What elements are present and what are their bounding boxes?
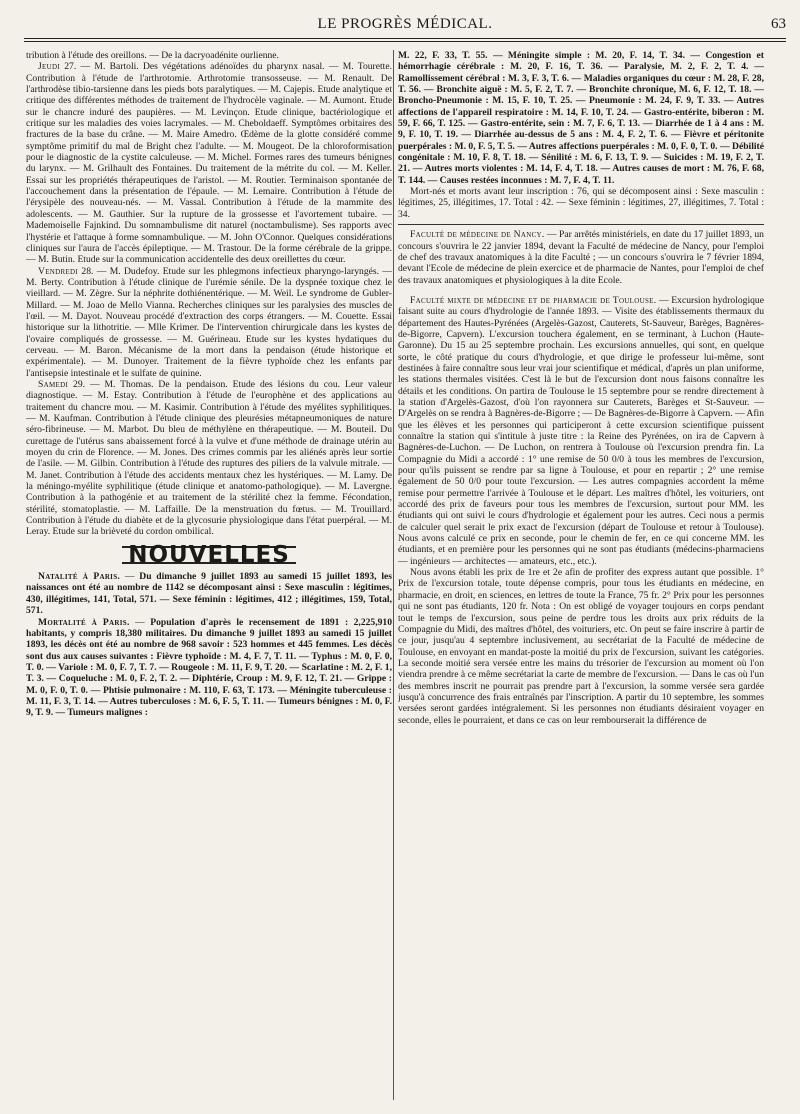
- page-number: 63: [771, 16, 786, 32]
- paragraph-mortalite-text: Population d'après le recensement de 1891 : 2,225,910 habitants, y compris 18,380 militaires. Du dimanche 9 juillet 1893 au samedi 15 juillet 1893, les décès ont été au nombre de 968 savoir : 523 hommes et 445 femmes. Les décès sont dus aux causes suivantes : Fièvre typhoïde : M. 4, F. 7, T. 11. — Typhus : M. 0, F. 0, T. 0. — Variole : M. 0, F. 7, T. 7. — Rougeole : M. 11, F. 9, T. 20. — Scarlatine : M. 2, F. 1, T. 3. — Coqueluche : M. 0, F. 2, T. 2. — Diphtérie, Croup : M. 9, F. 12, T. 21. — Grippe : M. 0, F. 0, T. 0. — Phtisie pulmonaire : M. 110, F. 63, T. 173. — Méningite tuberculeuse : M. 11, F. 3, T. 14. — Autres tuberculoses : M. 6, F. 5, T. 11. — Tumeurs bénignes : M. 0, F. 9, T. 9. — Tumeurs malignes :: [26, 616, 392, 719]
- paragraph-prix-excursion: Nous avons établi les prix de 1re et 2e afin de profiter des express autant que possible. 1° Prix de l'excursion totale, toute dépense compris, pour tous les étudiants en médecine, en pharmacie, en droit, en sciences, en lettres de toute la France, 75 fr. 2° Prix pour les personnes qui ne sont pas étudiants, 120 fr. Nota : On est obligé de voyager toujours en corps pendant tout le temps de l'excursion, sous peine de perdre tous les droits aux prix réduits de la Compagnie du Midi, des maîtres d'hôtel, des voituriers, etc. On peut se faire inscrire à partir de ce jour, jusqu'au 4 septembre inclusivement, au secrétariat de la Faculté de médecine de Toulouse, en envoyant en mandat-poste la moitié du prix de l'excursion, suivant les catégories. La seconde moitié sera versée entre les mains du trésorier de l'excursion au moment où l'on viendra prendre à ce même secrétariat la carte de membre de l'excursion. — Dans le cas où l'un des membres inscrit ne pourrait pas prendre part à l'excursion, la somme versée sera gardée jusqu'à concurrence des frais entraînés par l'inscription. A partir du 10 septembre, les sommes versées seront gardées intégralement. Si les personnes non étudiants désiraient voyager en seconde, elles le pourraient, et dans ce cas on leur rembourserait la différence de: [398, 567, 764, 726]
- section-heading-block: [26, 541, 392, 568]
- faculte-toulouse-heading: Faculté mixte de médecine et de pharmacie de Toulouse.: [410, 294, 657, 306]
- day-label-vendredi: Vendredi: [38, 265, 79, 277]
- right-column: [398, 50, 764, 1108]
- divider-rule: [398, 224, 764, 225]
- running-title: LE PROGRÈS MÉDICAL.: [317, 16, 493, 32]
- header-rule: [24, 38, 786, 42]
- paragraph-faculte-nancy: [398, 229, 764, 286]
- paragraph-natalite-text: Du dimanche 9 juillet 1893 au samedi 15 juillet 1893, les naissances ont été au nombre de 1142 se décomposant ainsi : Sexe masculin : légitimes, 430, illégitimes, 141, Total, 571. — Sexe féminin : légitimes, 412 ; illégitimes, 159, Total, 571.: [26, 571, 392, 617]
- left-column: [26, 50, 392, 1108]
- column-divider: [393, 50, 394, 1100]
- paragraph-samedi-text: 29. — M. Thomas. De la pendaison. Etude des lésions du cou. Leur valeur diagnostique. — M. Estay. Contribution à l'étude de l'europhène et des applications au traitement du chancre mou. — M. Kasimir. Contribution à l'étude des myélites syphilitiques. — M. Kaufman. Contribution à l'étude clinique des pleurésies métapneumoniques de nature séro-fibrineuse. — M. Marbot. Du bleu de méthylène en thérapeutique. — M. Bouteil. Du curettage de l'utérus sans abaissement forcé à la vulve et d'une méthode de drainage utérin au moyen du crin de Florence. — M. Jones. Des crimes commis par les aliénés après leur sortie de l'asile. — M. Gilbin. Contribution à l'étude des ruptures des piliers de la valvule mitrale. — M. Janet. Contribution à l'étude des accidents mentaux chez les hystériques. — M. Lamy. De la méningo-myélite syphilitique (étude clinique et anatomo-pathologique). — M. Lavergne. Contribution à la pathogénie et au traitement de la stérilité chez la femme. Fécondation, stérilité, stomatoplastie. — M. Laffaille. De la menstruation du fœtus. — M. Trouillard. Contribution à l'étude du diabète et de la glycosurie physiologique dans l'état puerpéral. — M. Leray. Etude sur la brièveté du cordon ombilical.: [26, 378, 392, 538]
- paragraph-jeudi: [26, 61, 392, 265]
- mortalite-heading: Mortalité à Paris.: [38, 616, 130, 628]
- page-header: [24, 14, 786, 36]
- spacer: [398, 286, 764, 295]
- day-label-jeudi: Jeudi: [38, 61, 60, 73]
- paragraph-mortalite: Mortalité à Paris. — Population d'après le recensement de 1891 : 2,225,910 habitants, y compris 18,380 militaires. Du dimanche 9 juillet 1893 au samedi 15 juillet 1893, les décès ont été au nombre de 968 savoir : 523 hommes et 445 femmes. Les décès sont dus aux causes suivantes : Fièvre typhoïde : M. 4, F. 7, T. 11. — Typhus : M. 0, F. 0, T. 0. — Variole : M. 0, F. 7, T. 7. — Rougeole : M. 11, F. 9, T. 20. — Scarlatine : M. 2, F. 1, T. 3. — Coqueluche : M. 0, F. 2, T. 2. — Diphtérie, Croup : M. 9, F. 12, T. 21. — Grippe : M. 0, F. 0, T. 0. — Phtisie pulmonaire : M. 110, F. 63, T. 173. — Méningite tuberculeuse : M. 11, F. 3, T. 14. — Autres tuberculoses : M. 6, F. 5, T. 11. — Tumeurs bénignes : M. 0, F. 9, T. 9. — Tumeurs malignes :: [26, 616, 392, 719]
- paragraph-faculte-nancy-text: — Par arrêtés ministériels, en date du 17 juillet 1893, un concours s'ouvrira le 22 janvier 1894, devant la Faculté de médecine de Nancy, pour l'emploi de chef des travaux anatomiques à la dite Faculté ; — un concours s'ouvrira le 7 février 1894, devant l'Ecole de médecine de plein exercice et de pharmacie de Nantes, pour l'emploi de chef des travaux anatomiques et physiologiques à la dite Ecole.: [398, 229, 764, 286]
- paragraph-jeudi-text: 27. — M. Bartoli. Des végétations adénoïdes du pharynx nasal. — M. Tourette. Contribution à l'étude de l'arthrotomie. Arthrotomie transosseuse. — M. Renault. De l'arthrodèse tibio-tarsienne dans les pieds bots paralytiques. — M. Cajepis. Etude analytique et critique des différentes méthodes de traitement de l'hydrocèle vaginale. — M. Aumont. Etude sur le chancre induré des paupières. — M. Levinçon. Etude clinique, bactériologique et critique sur les maladies des voies lacrymales. — M. Cheboldaeff. Symptômes orbitaires des fractures de la base du crâne. — M. Maire Amedro. Œdème de la glotte considéré comme symptôme primitif du mal de Bright chez l'adulte. — M. Mougeot. De la chloroformisation pour le diagnostic de la cystite calculeuse. — M. Michel. Formes rares des tumeurs bénignes du larynx. — M. Grilhault des Fontaines. Du traitement de la métrite du col. — M. Keller. Essai sur les propriétés thérapeutiques de l'aristol. — M. Routier. Terminaison spontanée de l'accouchement dans la présentation de l'épaule. — M. Lemaire. Contribution à l'étude de l'érysipèle des nouveau-nés. — M. Vassal. Contribution à l'étude de la mammite des adolescents. — M. Gauthier. Sur la rupture de la grossesse et l'avortement tubaire. — Mademoiselle Fajnkind. Du somnambulisme dit naturel (noctambulisme). Ses rapports avec l'hystérie et l'attaque à forme somnambulique. — M. John O'Connor. Quelques considérations cliniques sur l'aura de l'accès épileptique. — M. Trastour. De la forme cérébrale de la grippe. — M. Butin. Etude sur la communication accidentelle des deux oreillettes du cœur.: [26, 61, 392, 266]
- paragraph-vendredi: [26, 266, 392, 379]
- paragraph-samedi: [26, 379, 392, 538]
- faculte-nancy-heading: Faculté de médecine de Nancy.: [410, 229, 545, 241]
- paragraph-natalite: Natalité à Paris. — Du dimanche 9 juillet 1893 au samedi 15 juillet 1893, les naissances ont été au nombre de 1142 se décomposant ainsi : Sexe masculin : légitimes, 430, illégitimes, 141, Total, 571. — Sexe féminin : légitimes, 412 ; illégitimes, 159, Total, 571.: [26, 571, 392, 617]
- paragraph-faculte-toulouse: [398, 295, 764, 567]
- day-label-samedi: Samedi: [38, 378, 69, 390]
- paragraph-mort-nes: Mort-nés et morts avant leur inscription : 76, qui se décomposent ainsi : Sexe masculin : légitimes, 25, illégitimes, 17. Total : 42. — Sexe féminin : légitimes, 27, illégitimes, 7. Total : 34.: [398, 186, 764, 220]
- paragraph-faculte-toulouse-text: — Excursion hydrologique faisant suite au cours d'hydrologie de l'année 1893. — Visite des établissements thermaux du département des Hautes-Pyrénées (Argelès-Gazost, Cauterets, St-Sauveur, Barèges, Bagnères-de-Bigorre, Capvern). L'excursion touchera également, en se terminant, à Luchon (Haute-Garonne). Du 15 au 25 septembre prochain. Les excursions annuelles, qui sont, en quelque sorte, le côté pratique du cours d'hydrologie, et que dirige le professeur lui-même, sont destinées à faire connaître sous leur vrai jour scientifique et médical, d'après un plan uniforme, les stations thermales visitées. C'est là le but de l'excursion dont nous faisons connaître les détails et les conditions. On partira de Toulouse le 15 septembre pour se rendre directement à la station d'Argelès-Gazost, d'où l'on rayonnera sur Cauterets, Barèges et St-Sauveur. — D'Argelès on se rendra à Bagnères-de-Bigorre ; — De Bagnères-de-Bigorre à Capvern. — Afin que les élèves et les personnes qui participeront à cette excursion scientifique puissent connaître la station qui s'intitule à juste titre : la Reine des Pyrénées, on ira de Capvern à Bagnères-de-Luchon. — De Luchon, on rentrera à Toulouse où l'excursion prendra fin. La Compagnie du Midi a accordé : 1° une remise de 50 0/0 à tous les membres de l'excursion, pour qu'ils puissent se rendre par sa ligne à Toulouse, et pour en repartir ; 2° une remise également de 50 0/0 pour toute l'excursion. — Les autres compagnies accordent la même remise pour permettre l'arrivée à Toulouse et le départ. Les maîtres d'hôtel, les voituriers, ont accordé des prix de faveurs pour tous les membres de l'excursion, surtout pour MM. les étudiants qui ont suivi le cours d'hydrologie et également pour les autres. Ceci nous a permis de calculer quel serait le prix exact de l'excursion (départ de Toulouse et retour à Toulouse). Nous avons calculé ce prix en seconde, pour le chemin de fer, en ce qui concerne MM. les étudiants, et en première pour les personnes qui ne sont pas étudiants (médecins-pharmaciens — ingénieurs — architectes — amateurs, etc., etc.).: [398, 294, 764, 567]
- natalite-heading: Natalité à Paris.: [38, 571, 121, 583]
- paragraph-oreillons: tribution à l'étude des oreillons. — De la dacryoadénite ourlienne.: [26, 50, 279, 61]
- section-heading-nouvelles: NOUVELLES: [122, 546, 296, 564]
- paragraph-causes-deces: M. 22, F. 33, T. 55. — Méningite simple : M. 20, F. 14, T. 34. — Congestion et hémorrhagie cérébrale : M. 20, F. 16, T. 36. — Paralysie, M. 2, F. 2, T. 4. — Ramollissement cérébral : M. 3, F. 3, T. 6. — Maladies organiques du cœur : M. 28, F. 28, T. 56. — Bronchite aiguë : M. 5, F. 2, T. 7. — Bronchite chronique, M. 6, F. 12, T. 18. — Broncho-Pneumonie : M. 15, F. 10, T. 25. — Pneumonie : M. 24, F. 9, T. 33. — Autres affections de l'appareil respiratoire : M. 14, F. 10, T. 24. — Gastro-entérite, biberon : M. 59, F. 66, T. 125. — Gastro-entérite, sein : M. 7, F. 6, T. 13. — Diarrhée de 1 à 4 ans : M. 9, F. 10, T. 19. — Diarrhée au-dessus de 5 ans : M. 4, F. 2, T. 6. — Fièvre et péritonite puerpérales : M. 0, F. 5, T. 5. — Autres affections puerpérales : M. 0, F. 0, T. 0. — Débilité congénitale : M. 10, F. 8, T. 18. — Sénilité : M. 6, F. 13, T. 9. — Suicides : M. 19, F. 2, T. 21. — Autres morts violentes : M. 14, F. 4, T. 18. — Autres causes de mort : M. 76, F. 68, T. 144. — Causes restées inconnues : M. 7, F. 4, T. 11.: [398, 50, 764, 186]
- paragraph-vendredi-text: 28. — M. Dudefoy. Etude sur les phlegmons infectieux pharyngo-laryngés. — M. Berty. Contribution à l'étude clinique de l'urémie sénile. De la dyspnée toxique chez le vieillard. — M. Zègre. Sur la néphrite dothiénentérique. — M. Weil. Le syndrome de Gubler-Millard. — M. Joao de Mello Vianna. Recherches cliniques sur les paralysies des muscles de l'œil. — M. Dayot. Nouveau procédé d'extraction des corps étrangers. — M. Couette. Essai historique sur la lithotritie. — Mlle Krimer. De l'intervention chirurgicale dans les kystes de l'ovaire compliqués de grossesse. — M. Guérineau. Etude sur les kystes hydatiques du cerveau. — M. Baron. Mécanisme de la mort dans la pendaison (étude historique et expérimentale). — M. Dunoyer. Traitement de la fièvre typhoïde chez les enfants par l'antisepsie intestinale et le sulfate de quinine.: [26, 265, 392, 379]
